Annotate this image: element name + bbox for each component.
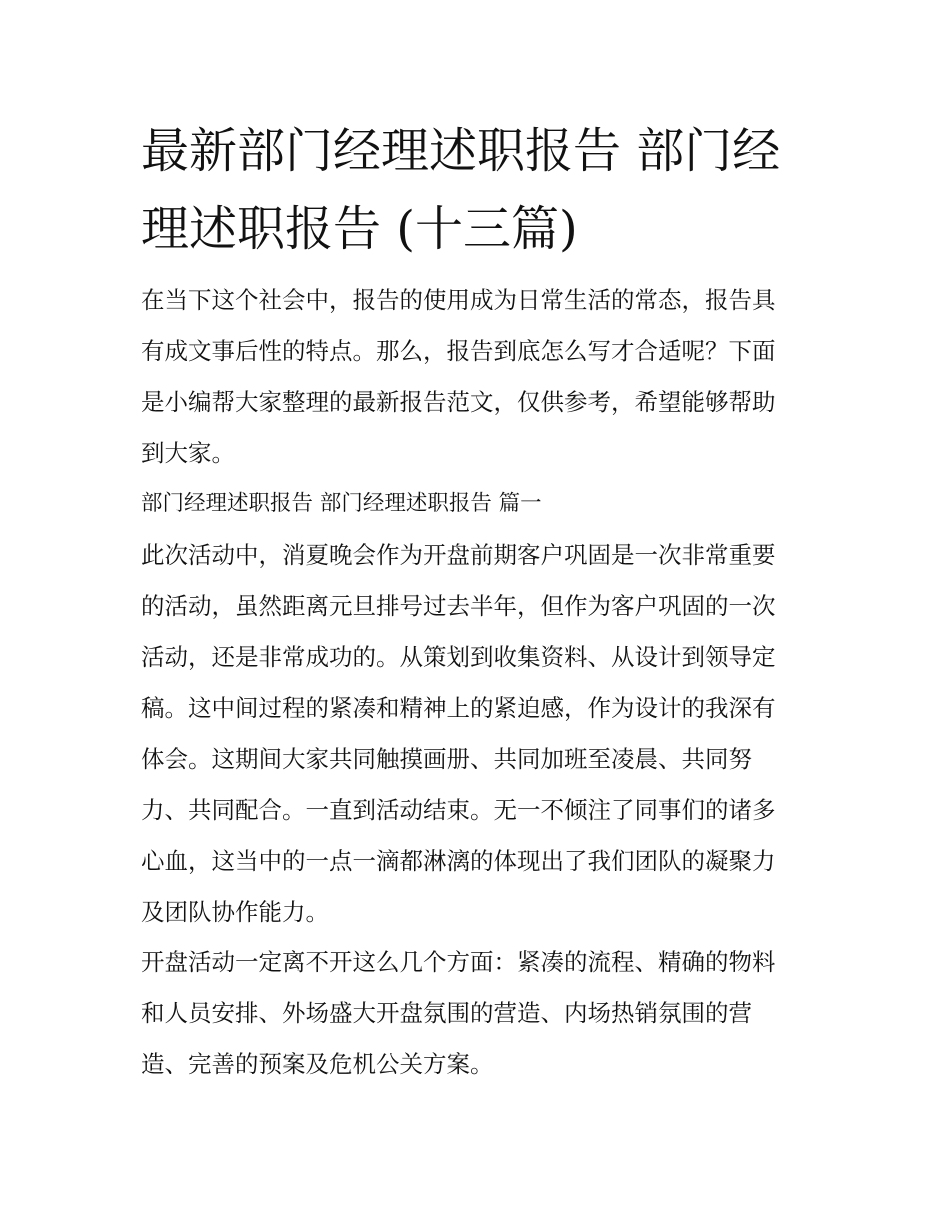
paragraph-line: 力、共同配合。一直到活动结束。无一不倾注了同事们的诸多 <box>141 796 776 824</box>
paragraph-line: 和人员安排、外场盛大开盘氛围的营造、内场热销氛围的营 <box>141 999 752 1027</box>
paragraph-line: 的活动，虽然距离元旦排号过去半年，但作为客户巩固的一次 <box>141 592 776 620</box>
document-title <box>141 112 821 268</box>
paragraph-line: 造、完善的预案及危机公关方案。 <box>141 1050 494 1078</box>
title-line: 理述职报告 (十三篇) <box>141 201 578 257</box>
title-line: 最新部门经理述职报告 部门经 <box>141 123 781 179</box>
paragraph-line: 体会。这期间大家共同触摸画册、共同加班至凌晨、共同努 <box>141 745 752 773</box>
intro-line: 是小编帮大家整理的最新报告范文，仅供参考，希望能够帮助 <box>141 388 776 416</box>
paragraph-line: 开盘活动一定离不开这么几个方面：紧凑的流程、精确的物料 <box>141 948 776 976</box>
paragraph-line: 稿。这中间过程的紧凑和精神上的紧迫感，作为设计的我深有 <box>141 694 776 722</box>
paragraph-line: 心血，这当中的一点一滴都淋漓的体现出了我们团队的凝聚力 <box>141 847 776 875</box>
section-heading: 部门经理述职报告 部门经理述职报告 篇一 <box>141 491 542 516</box>
paragraph-line: 活动，还是非常成功的。从策划到收集资料、从设计到领导定 <box>141 643 776 671</box>
intro-line: 有成文事后性的特点。那么，报告到底怎么写才合适呢？下面 <box>141 337 776 365</box>
paragraph-line: 及团队协作能力。 <box>141 898 329 926</box>
intro-line: 到大家。 <box>141 439 235 467</box>
intro-line: 在当下这个社会中，报告的使用成为日常生活的常态，报告具 <box>141 286 776 314</box>
paragraph-line: 此次活动中，消夏晚会作为开盘前期客户巩固是一次非常重要 <box>141 541 776 569</box>
